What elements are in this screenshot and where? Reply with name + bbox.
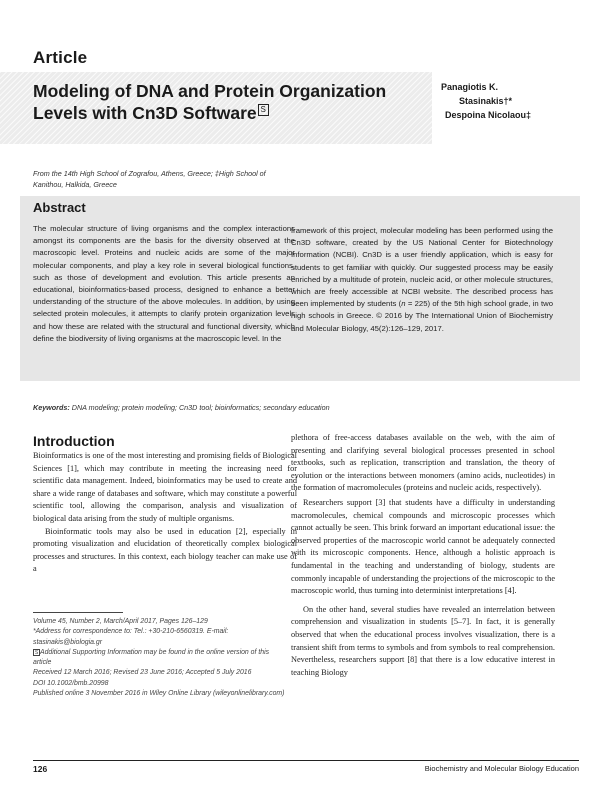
abstract-text-right-b: = 225) of the 5th high school grade, in two high schools in Greece. © 2016 by The International Union of Biochemistry and Molecular Biology, 45(2):126–129, 2017. [291,299,553,333]
keywords [33,403,343,414]
affiliation: From the 14th High School of Zografou, Athens, Greece; ‡High School of Kanithou, Halkida, Greece [33,169,266,189]
article-meta [33,617,285,699]
title-line-1: Modeling of DNA and Protein Organization [33,81,387,101]
meta-doi[interactable]: DOI 10.1002/bmb.20998 [33,679,109,687]
article-title [33,80,429,124]
abstract-heading: Abstract [33,200,86,215]
body-column-left [33,450,297,576]
paragraph: On the other hand, several studies have revealed an interrelation between comprehension and visualization in students [5–7]. In fact, it is generally observed that when the educational process involves visualization, there is a transient shift from terms to symbols and from symbols to real comprehension. Nevertheless, researchers support [8] that there is a low educative interest in teaching Biology [291,604,555,677]
body-column-right [291,432,555,679]
paragraph: plethora of free-access databases available on the web, with the aim of presenting and clarifying several biological processes presented in school textbooks, such as replication, transcription and translation, the theory of evolution or the interactions between monomers (amino acids, nucleotides) in the formation of macromolecules (proteins and nucleic acids, respectively). [291,433,555,493]
meta-received: Received 12 March 2016; Revised 23 June 2016; Accepted 5 July 2016 [33,669,252,677]
journal-name: Biochemistry and Molecular Biology Education [424,764,579,773]
keywords-text: DNA modeling; protein modeling; Cn3D tool; bioinformatics; secondary education [69,403,330,412]
abstract-text-left: The molecular structure of living organisms and the complex interactions amongst its components are the basis for the diversity observed at the macroscopic level. Proteins and nucleic acids are some of the major molecular components, and play a key role in several biological functions, such as those of development and evolution. This article presents an educational, bioinformatics-based process, designed to enhance a better understanding of the structure of the above molecules. In addition, by using selected protein molecules, it attempts to clarify protein organization levels and how these are related with the structural and functional diversity, which define the biodiversity of living organisms at the macroscopic level. In the [33,224,295,343]
meta-supporting-text: Additional Supporting Information may be found in the online version of this article [33,648,270,667]
abstract-n-symbol: n [401,299,406,309]
meta-published: Published online 3 November 2016 in Wiley Online Library (wileyonlinelibrary.com) [33,690,285,698]
author-list [441,80,581,122]
abstract-text-right [291,225,553,335]
footer-divider [33,760,579,761]
section-label: Article [33,48,88,67]
meta-correspondence: *Address for correspondence to: Tel.: +30-210-6560319. E-mail: stasinakis@biologia.gr [33,628,229,646]
supporting-info-icon: S [34,649,39,656]
author-name: Panagiotis K. [441,82,499,92]
paragraph: Bioinformatics is one of the most interesting and promising fields of Biological Sciences [1], which may contribute in meeting the increasing need for scientific data management. Indeed, bioinformatics may be used to create and share a wide range of databases and software, which may constitute a powerful scientific tool, allowing the comparison, analysis and visualization of biological data arising from the study of multiple organisms. [33,451,297,523]
paragraph: Researchers support [3] that students have a difficulty in understanding macromolecules, chemical compounds and microscopic processes which cannot actually be seen. This brink forward an important educational issue: the observed properties of the macroscopic world cannot be adequately connected with its microscopic components. Hence, although a holistic approach is fundamental in the teaching and understanding of biology, students are commonly incapable of understanding the projections of the microscopic to the macroscopic world, thus turning into determinist interpretations [4]. [291,497,555,596]
meta-volume: Volume 45, Number 2, March/April 2017, Pages 126–129 [33,618,208,625]
meta-supporting-info [33,648,285,669]
keywords-label: Keywords: [33,403,70,412]
title-line-2: Levels with Cn3D Software [33,103,257,123]
meta-divider [33,612,123,613]
author-name: Despoina Nicolaou‡ [445,110,532,120]
paragraph: Bioinformatic tools may also be used in education [2], especially in promoting visualization and elucidation of theoretically complex biological processes and structures. In this context, each biology teacher can make use of a [33,526,297,574]
page-number: 126 [33,764,48,774]
abstract-text-right-a: framework of this project, molecular modeling has been performed using the Cn3D software, created by the US National Center for Biotechnology Information (NCBI). Cn3D is a user friendly application, which is easy for students to get familiar with quickly. Our suggested process may be easily enriched by a multitude of protein, nucleic acid, or other molecule structures, which are freely accessible at NCBI website. The described process has been implemented by students ( [291,226,553,309]
author-name: Stasinakis†* [459,96,513,106]
supporting-info-icon: S [258,104,269,116]
introduction-heading: Introduction [33,433,115,449]
